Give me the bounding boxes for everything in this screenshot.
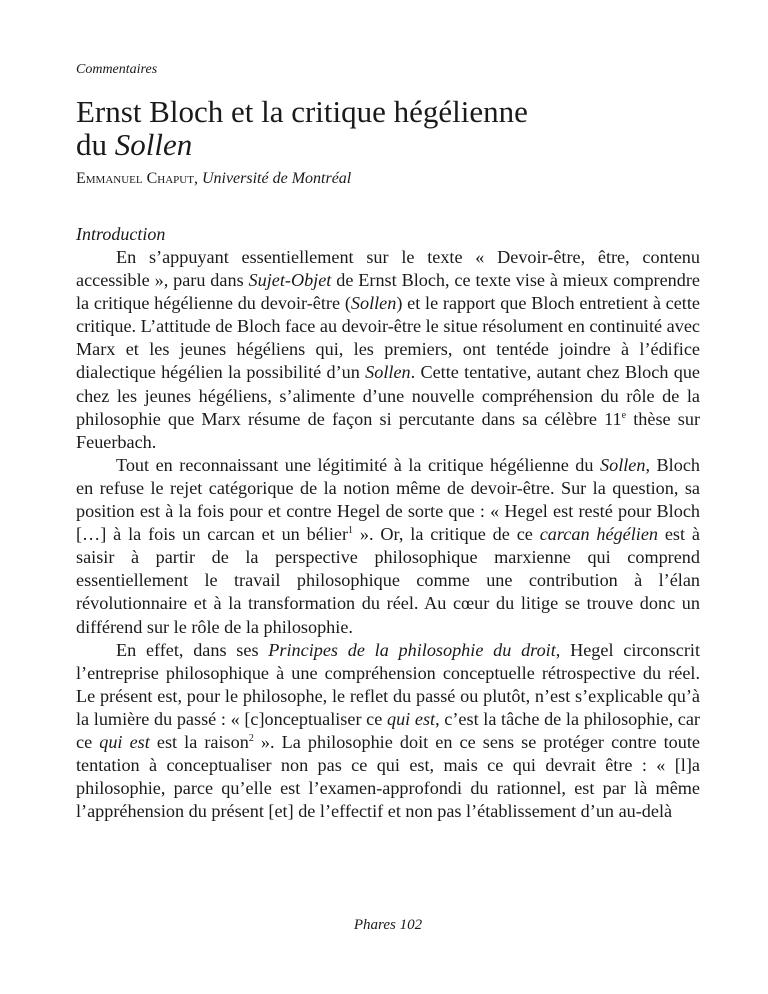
p1-text-2: de Ernst Bloch, ce texte vise à mieux comprendre la critique hégélienne du devoir-être ( (76, 270, 700, 314)
p2-text-3: ». Or, la critique de ce (353, 524, 540, 545)
p1-italic-1: Sujet-Objet (248, 270, 332, 291)
p3-italic-2: qui est (386, 708, 436, 729)
p1-text-5: thèse sur Feuerbach. (76, 408, 700, 452)
p1-italic-2: Sollen (350, 293, 397, 314)
p2-italic-2: carcan hégélien (539, 524, 658, 545)
title-italic: Sollen (114, 127, 193, 162)
author-separator: , (193, 170, 202, 187)
p2-text-1: Tout en reconnaissant une légitimité à la critique hégélienne du (116, 454, 601, 475)
page-footer: Phares 102 (353, 917, 423, 933)
footnote-ref-1[interactable]: 1 (348, 525, 354, 537)
p3-text-2: , Hegel circonscrit l’entreprise philosophique à une compréhension conceptuelle rétrospective du réel. Le présent est, pour le philosophe, le reflet du passé ou plutôt, n’est s’explicable qu’à la lumière du passé : « [c]onceptualiser ce (76, 639, 700, 729)
title-line-1: Ernst Bloch et la critique hégélienne (76, 94, 528, 129)
affiliation: Université de Montréal (201, 170, 352, 187)
article-title (76, 95, 700, 161)
p1-text-1: En s’appuyant essentiellement sur le texte « Devoir-être, être, contenu accessible », paru dans (76, 247, 700, 291)
section-heading: Introduction (76, 224, 166, 244)
p3-italic-1: Principes de la philosophie du droit (268, 639, 556, 660)
paragraph-3 (76, 639, 700, 824)
section-label: Commentaires (76, 62, 158, 77)
p3-text-1: En effet, dans ses (116, 639, 269, 660)
p3-italic-3: qui est (99, 731, 150, 752)
author-name: Emmanuel Chaput (76, 170, 194, 187)
paragraph-2 (76, 454, 700, 639)
p2-text-4: est à saisir à partir de la perspective philosophique marxienne qui comprend essentiellement le travail philosophique comme une contribution à l’élan révolutionnaire et à la transformation du réel. Au cœur du litige se trouve donc un différend sur le rôle de la philosophie. (76, 524, 700, 637)
paragraph-1 (76, 246, 700, 454)
p1-superscript: e (621, 409, 627, 421)
p1-text-4: . Cette tentative, autant chez Bloch que chez les jeunes hégéliens, s’alimente d’une nouvelle compréhension du rôle de la philosophie que Marx résume de façon si percutante dans sa célèbre 11 (76, 362, 700, 429)
p1-text-3: ) et le rapport que Bloch entretient à cette critique. L’attitude de Bloch face au devoir-être le situe résolument en continuité avec Marx et les jeunes hégéliens qui, les premiers, ont tentéde joindre à l’édifice dialectique hégélien la possibilité d’un (76, 293, 700, 383)
title-line-2: du (76, 127, 115, 162)
p3-text-4: est la raison (149, 731, 249, 752)
p2-italic-1: Sollen (600, 454, 646, 475)
article-body (76, 246, 700, 823)
footnote-ref-2[interactable]: 2 (248, 732, 254, 744)
p3-text-3: , c’est la tâche de la philosophie, car ce (76, 708, 700, 752)
p3-text-5: ». La philosophie doit en ce sens se protéger contre toute tentation à conceptualiser non pas ce qui est, mais ce qui devrait être : « [l]a philosophie, parce qu’elle est l’examen-approfondi du rationnel, est par là même l’appréhension du présent [et] de l’effectif et non pas l’établissement d’un au-delà (76, 731, 700, 822)
p2-text-2: , Bloch en refuse le rejet catégorique de la notion même de devoir-être. Sur la question, sa position est à la fois pour et contre Hegel de sorte que : « Hegel est resté pour Bloch […] à la fois un carcan et un bélier (76, 454, 700, 545)
p1-italic-3: Sollen (365, 362, 411, 383)
author-line (76, 170, 351, 188)
